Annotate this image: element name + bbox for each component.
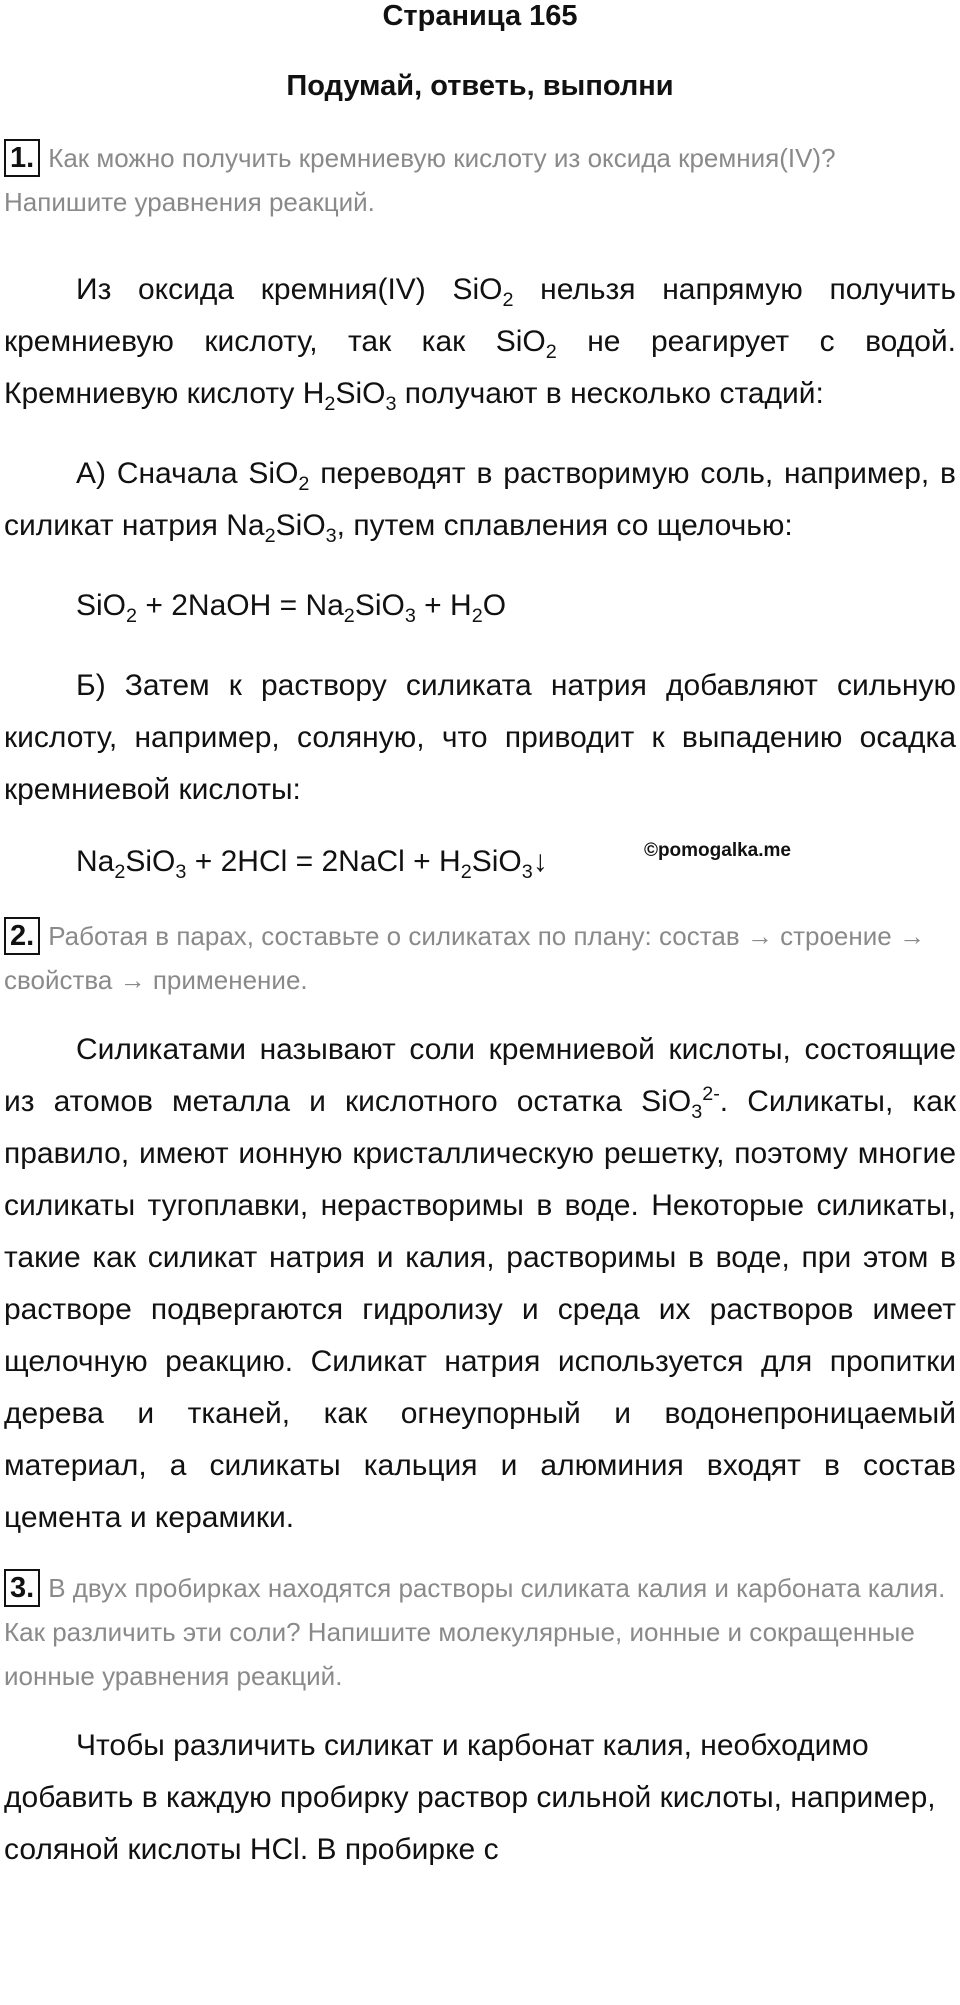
answer-paragraph: Чтобы различить силикат и карбонат калия, необходимо добавить в каждую пробирку раствор сильной кислоты, например, соляной кислоты HCl. В пробирке с <box>4 1729 936 1866</box>
reaction-equation: SiO$_2$ + 2NaOH = $Na_2SiO_3 + H_2O$ <box>76 589 507 627</box>
page-title: Страница 165 <box>382 0 578 32</box>
task-question: В двух пробирках находятся растворы силиката калия и карбоната калия. Как различить эти соли? Напишите молекулярные, ионные и сокращенные ионные уравнения реакций. <box>4 1573 946 1691</box>
task-question: Работая в парах, составьте о силикатах по плану: состав → строение → свойства → применение. <box>4 921 925 995</box>
watermark: ©pomogalka.me <box>643 840 791 861</box>
task-number: 2. <box>4 917 40 955</box>
task-1 <box>4 136 956 224</box>
answer-paragraph: Силикатами называют соли кремниевой кислоты, состоящие из атомов металла и кислотного остатка SiO$_3^{2-}$. Силикаты, как правило, имеют ионную кристаллическую решетку, поэтому многие силикаты тугоплавки, нерастворимы в воде. Некоторые силикаты, такие как силикат натрия и калия, растворимы в воде, при этом в растворе подвергаются гидролизу и среда их растворов имеет щелочную реакцию. Силикат натрия используется для пропитки дерева и тканей, как огнеупорный и водонепроницаемый материал, а силикаты кальция и алюминия входят в состав цемента и керамики. <box>4 1033 956 1534</box>
answer-paragraph: А) Сначала SiO$_2$ переводят в растворимую соль, например, в силикат натрия $Na_2SiO_3$, путем сплавления со щелочью: <box>4 457 956 547</box>
section-title: Подумай, ответь, выполни <box>286 70 674 102</box>
equation-row <box>4 836 956 888</box>
task-question: Как можно получить кремниевую кислоту из оксида кремния(IV)? Напишите уравнения реакций. <box>4 143 836 217</box>
task-2 <box>4 914 956 1002</box>
answer-paragraph: Из оксида кремния(IV) SiO$_2$ нельзя напрямую получить кремниевую кислоту, так как SiO$_2$ не реагирует с водой. Кремниевую кислоту $H_2SiO_3$ получают в несколько стадий: <box>4 273 956 415</box>
task-3 <box>4 1566 956 1698</box>
task-number: 1. <box>4 139 40 177</box>
answer-paragraph: Б) Затем к раствору силиката натрия добавляют сильную кислоту, например, соляную, что приводит к выпадению осадка кремниевой кислоты: <box>4 669 956 806</box>
task-number: 3. <box>4 1569 40 1607</box>
reaction-equation: $Na_2SiO_3 + 2HCl$ = 2NaCl + $H_2SiO_3↓$ <box>76 845 548 883</box>
